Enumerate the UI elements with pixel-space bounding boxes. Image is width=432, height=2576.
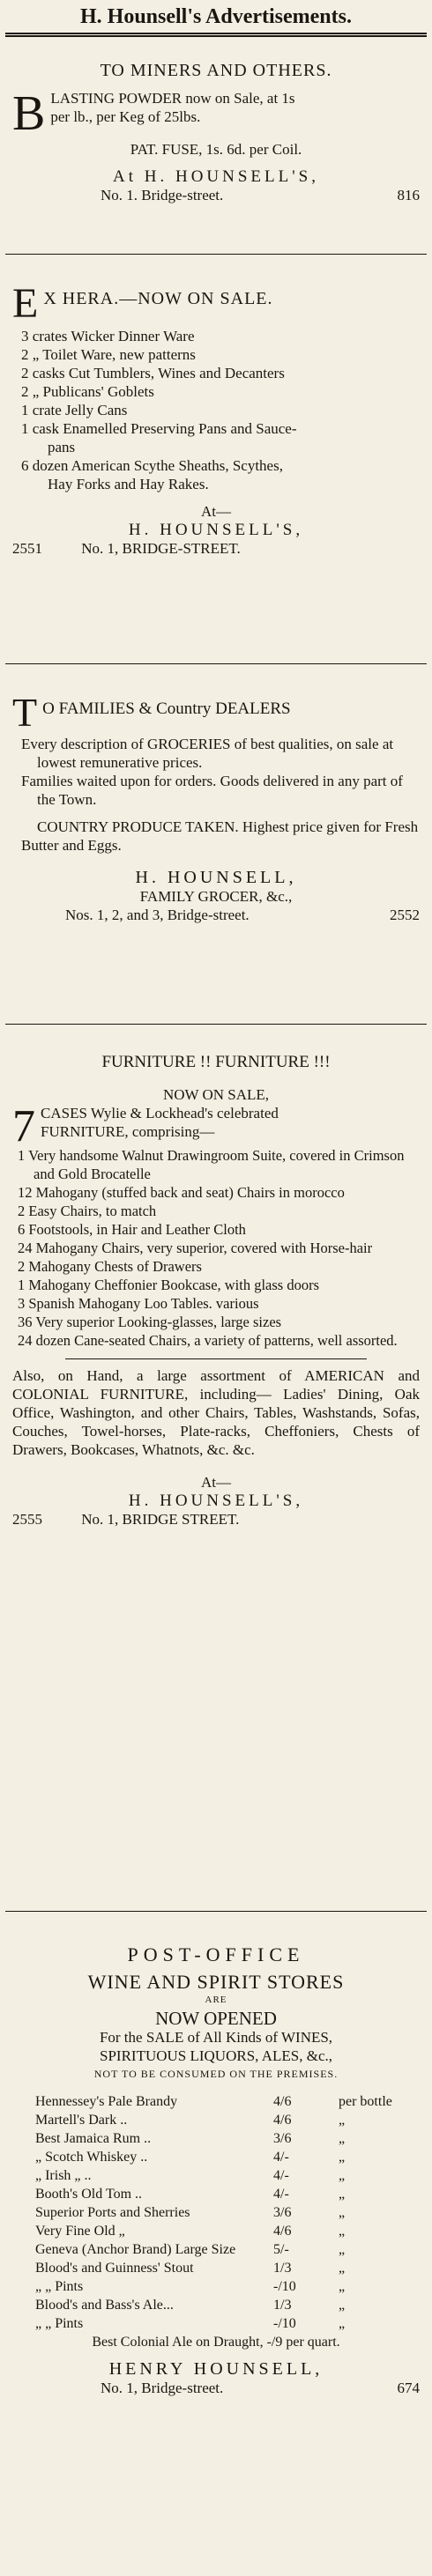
price-price: 5/-	[273, 2242, 289, 2257]
ad4-item: 1 Very handsome Walnut Drawingroom Suite, covered in Crimson and Gold Brocatelle	[18, 1147, 405, 1182]
price-unit: „	[339, 2316, 346, 2331]
ad4-items	[12, 1146, 420, 1350]
price-unit: „	[339, 2150, 346, 2165]
price-price: 1/3	[273, 2298, 292, 2313]
ad3-heading	[12, 690, 420, 735]
ad4-intro2: FURNITURE, comprising—	[41, 1123, 215, 1140]
ad1-text1: LASTING POWDER now on Sale, at 1s	[50, 90, 295, 107]
ad3-address: Nos. 1, 2, and 3, Bridge-street.	[65, 907, 250, 923]
ad5-are: ARE	[205, 1995, 227, 2005]
price-unit: „	[339, 2242, 346, 2257]
price-item: Very Fine Old „	[35, 2224, 125, 2239]
price-item: „ Scotch Whiskey ..	[35, 2150, 148, 2165]
price-item: Best Jamaica Rum ..	[35, 2131, 152, 2146]
ad5-address: No. 1, Bridge-street.	[101, 2380, 224, 2396]
price-row	[12, 2222, 420, 2240]
ad4-item: 2 Easy Chairs, to match	[18, 1203, 157, 1219]
price-price: 4/-	[273, 2150, 289, 2165]
price-row	[12, 2203, 420, 2222]
price-price: 4/6	[273, 2094, 292, 2109]
price-item: Hennessey's Pale Brandy	[35, 2094, 178, 2109]
price-row	[12, 2314, 420, 2333]
price-price: 4/-	[273, 2187, 289, 2202]
ad3-sub: FAMILY GROCER, &c.,	[139, 888, 293, 905]
ad2-item: Hay Forks and Hay Rakes.	[48, 476, 209, 492]
ad2-item: 3 crates Wicker Dinner Ware	[21, 328, 195, 344]
ad5-address-line	[12, 2379, 420, 2397]
price-unit: „	[339, 2187, 346, 2202]
ad4-inner-rule	[65, 1358, 367, 1359]
ad5-opened: NOW OPENED	[155, 2008, 277, 2029]
price-row	[12, 2296, 420, 2314]
ad1-title: TO MINERS AND OTHERS.	[100, 61, 332, 80]
ad2-heading	[12, 280, 420, 327]
price-item: „ „ Pints	[35, 2279, 84, 2294]
price-price: 4/6	[273, 2113, 292, 2128]
ad4-address-line	[12, 1510, 420, 1529]
price-item: „ „ Pints	[35, 2316, 84, 2331]
price-price: -/10	[273, 2279, 296, 2294]
ad4-item: 6 Footstools, in Hair and Leather Cloth	[18, 1221, 246, 1238]
price-price: 3/6	[273, 2205, 292, 2220]
price-unit: „	[339, 2113, 346, 2128]
ad4-item: 2 Mahogany Chests of Drawers	[18, 1258, 202, 1275]
price-price: 4/6	[273, 2224, 292, 2239]
ad3-para1: Every description of GROCERIES of best qualities, on sale at lowest remunerative prices.	[21, 736, 394, 771]
ad5-not: NOT TO BE CONSUMED ON THE PREMISES.	[93, 2068, 339, 2080]
ad2-item: pans	[48, 439, 76, 455]
ad1-number: 816	[397, 187, 420, 204]
ad2-name: H. HOUNSELL'S,	[128, 521, 304, 539]
ad1-text2: per lb., per Keg of 25lbs.	[50, 108, 201, 125]
price-row	[12, 2185, 420, 2203]
ad4-item: 12 Mahogany (stuffed back and seat) Chairs in morocco	[18, 1184, 345, 1201]
ad3-number: 2552	[390, 907, 420, 923]
price-unit: „	[339, 2205, 346, 2220]
ad4-also: Also, on Hand, a large assortment of AMERICAN and COLONIAL FURNITURE, including— Ladies' Dining, Oak Office, Washington, and other Chairs, Tables, Washstands, Sofas, Couches, Towel-horses, Plate-racks, Cheffoniers, Chests of Drawers, Bookcases, Whatnots, &c. &c.	[12, 1367, 420, 1458]
ad4-title: FURNITURE !! FURNITURE !!!	[101, 1053, 331, 1071]
ad5-colonial: Best Colonial Ale on Draught, -/9 per quart.	[92, 2335, 340, 2350]
ad5-number: 674	[397, 2380, 420, 2396]
ad1-at: At H. HOUNSELL'S,	[113, 167, 319, 186]
price-item: „ Irish „ ..	[35, 2168, 92, 2183]
ad4-number: 2555	[12, 1511, 42, 1528]
ad2-at: At—	[201, 503, 231, 520]
ad5-title: POST-OFFICE	[127, 1943, 305, 1965]
price-item: Blood's and Guinness' Stout	[35, 2261, 194, 2276]
page-header: H. Hounsell's Advertisements.	[79, 5, 352, 28]
ad3-title: O FAMILIES & Country DEALERS	[42, 700, 291, 718]
price-unit: „	[339, 2168, 346, 2183]
ad4-item: 36 Very superior Looking-glasses, large sizes	[18, 1314, 282, 1330]
ad4-item: 1 Mahogany Cheffonier Bookcase, with glass doors	[18, 1277, 320, 1293]
ad4-item: 3 Spanish Mahogany Loo Tables. various	[18, 1295, 259, 1312]
ad2-item: 6 dozen American Scythe Sheaths, Scythes,	[21, 457, 283, 474]
ad3-para2: Families waited upon for orders. Goods delivered in any part of the Town.	[21, 773, 403, 808]
price-table	[12, 2092, 420, 2333]
price-unit: „	[339, 2279, 346, 2294]
price-price: 4/-	[273, 2168, 289, 2183]
price-price: 1/3	[273, 2261, 292, 2276]
ad2-title: X HERA.—NOW ON SALE.	[43, 289, 273, 308]
ad1-address-line	[12, 186, 420, 204]
price-unit: per bottle	[339, 2094, 392, 2109]
ad5-for2: SPIRITUOUS LIQUORS, ALES, &c.,	[100, 2047, 332, 2064]
ad4-name: H. HOUNSELL'S,	[128, 1492, 304, 1510]
ad1-body	[12, 86, 420, 141]
ad4-intro	[12, 1101, 420, 1151]
ad2-address-line	[12, 539, 420, 558]
ad1-address: No. 1. Bridge-street.	[101, 187, 224, 204]
price-item: Martell's Dark ..	[35, 2113, 128, 2128]
ad2-item: 1 cask Enamelled Preserving Pans and Sauce-	[21, 420, 297, 437]
ad3-dropcap: T	[12, 690, 38, 735]
ad4-dropcap: 7	[12, 1101, 35, 1151]
price-row	[12, 2277, 420, 2296]
ad3-address-line	[12, 906, 420, 924]
ad5-head: WINE AND SPIRIT STORES	[87, 1971, 345, 1993]
ad2-item: 2 „ Toilet Ware, new patterns	[21, 346, 196, 363]
price-item: Geneva (Anchor Brand) Large Size	[35, 2242, 236, 2257]
ad1-dropcap: B	[12, 86, 46, 141]
ad-furniture	[0, 1025, 432, 1911]
ad5-for1: For the SALE of All Kinds of WINES,	[99, 2029, 333, 2046]
price-row	[12, 2166, 420, 2185]
price-unit: „	[339, 2224, 346, 2239]
ad5-name: HENRY HOUNSELL,	[108, 2359, 324, 2379]
price-row	[12, 2240, 420, 2259]
ad4-item: 24 dozen Cane-seated Chairs, a variety of patterns, well assorted.	[18, 1332, 398, 1349]
price-row	[12, 2259, 420, 2277]
ad-blasting-powder	[0, 37, 432, 254]
ad1-fuse: PAT. FUSE, 1s. 6d. per Coil.	[130, 141, 302, 158]
ad2-items	[12, 327, 420, 493]
price-row	[12, 2129, 420, 2148]
price-row	[12, 2148, 420, 2166]
price-row	[12, 2111, 420, 2129]
price-row	[12, 2092, 420, 2111]
ad4-address: No. 1, BRIDGE STREET.	[81, 1511, 240, 1528]
price-unit: „	[339, 2298, 346, 2313]
ad2-address: No. 1, BRIDGE-STREET.	[81, 540, 241, 557]
ad-wine-spirit-stores	[0, 1912, 432, 2574]
price-item: Superior Ports and Sherries	[35, 2205, 190, 2220]
ad2-item: 2 „ Publicans' Goblets	[21, 383, 154, 400]
ad4-item: 24 Mahogany Chairs, very superior, covered with Horse-hair	[18, 1240, 373, 1256]
price-price: 3/6	[273, 2131, 292, 2146]
ad2-item: 1 crate Jelly Cans	[21, 402, 128, 418]
ad3-para3: COUNTRY PRODUCE TAKEN. Highest price given for Fresh Butter and Eggs.	[21, 818, 419, 854]
price-price: -/10	[273, 2316, 296, 2331]
ad2-dropcap: E	[12, 280, 39, 327]
ad4-at: At—	[201, 1474, 231, 1491]
price-item: Booth's Old Tom ..	[35, 2187, 143, 2202]
price-unit: „	[339, 2261, 346, 2276]
ad4-sale: NOW ON SALE,	[162, 1086, 270, 1103]
ad2-item: 2 casks Cut Tumblers, Wines and Decanters	[21, 365, 285, 381]
ad-ex-hera	[0, 255, 432, 663]
ad4-intro1: CASES Wylie & Lockhead's celebrated	[41, 1105, 279, 1121]
ad3-name: H. HOUNSELL,	[135, 868, 297, 887]
price-item: Blood's and Bass's Ale...	[35, 2298, 174, 2313]
ad-families-dealers	[0, 664, 432, 1024]
price-unit: „	[339, 2131, 346, 2146]
ad2-number: 2551	[12, 540, 42, 557]
